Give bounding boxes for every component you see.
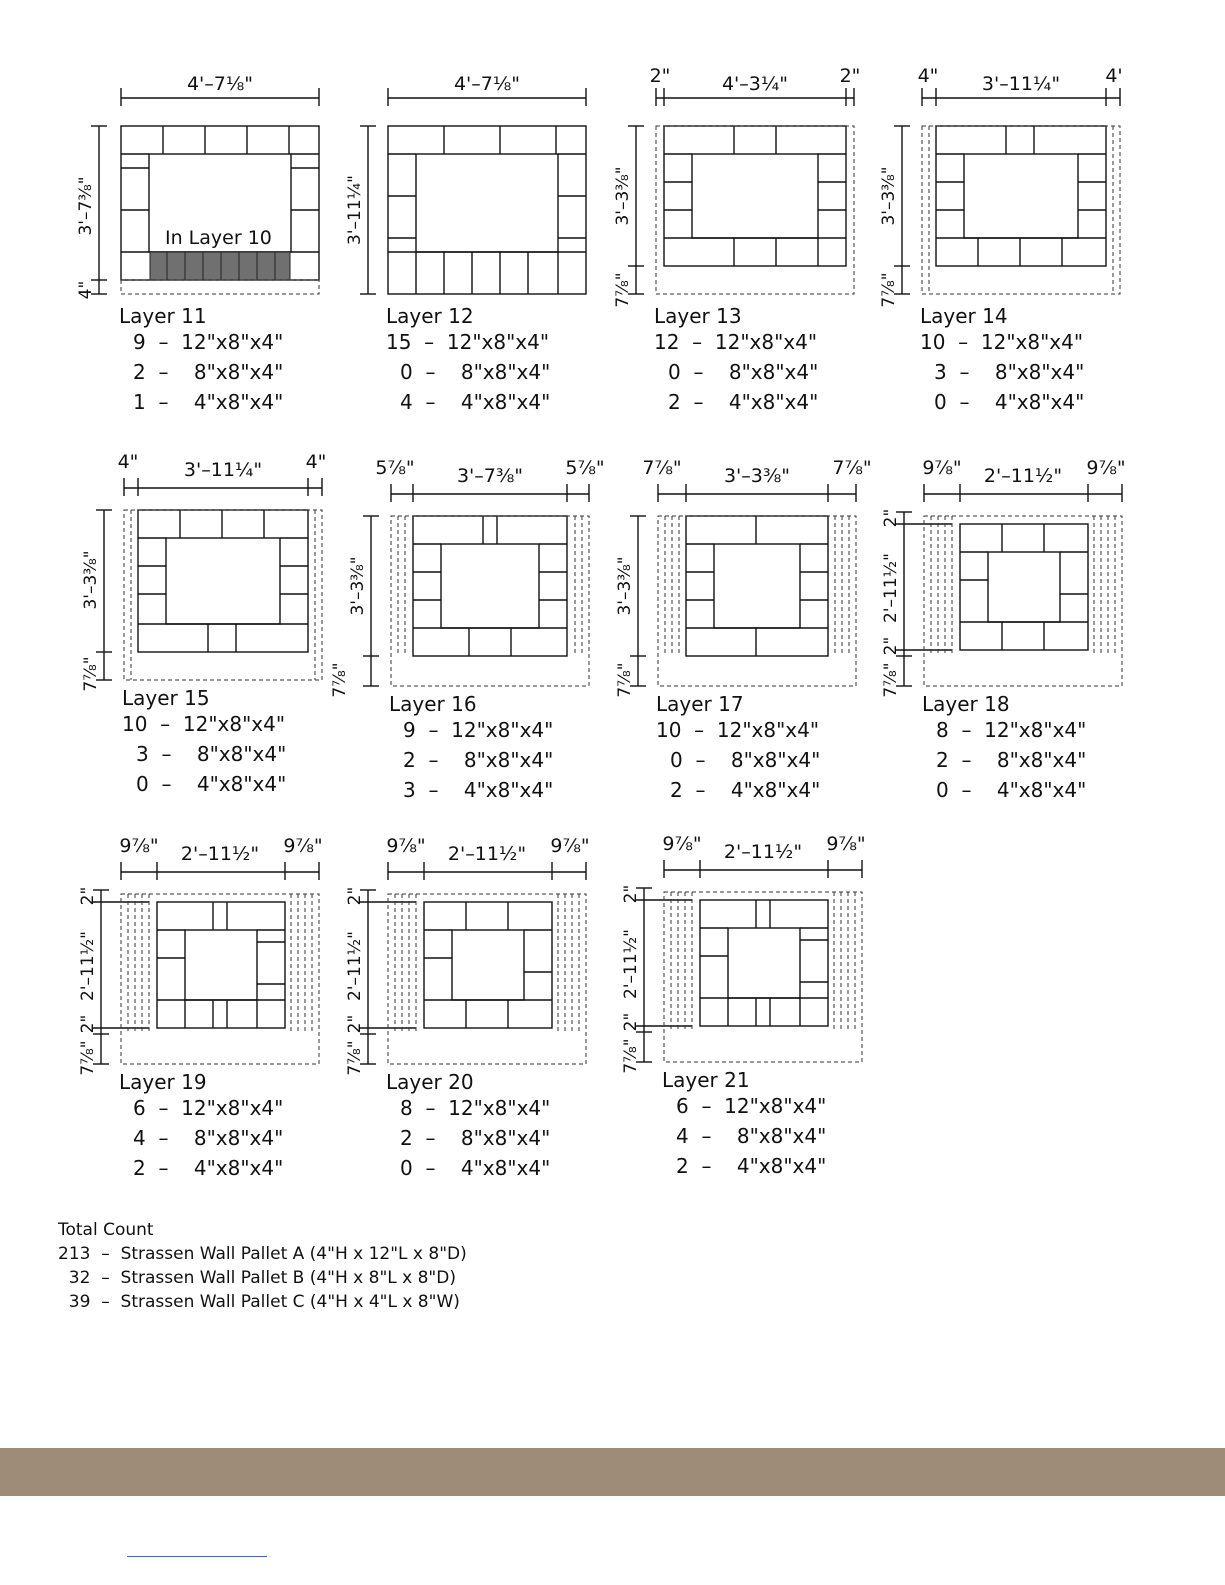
layer-20-top-dim: 2'–11½" xyxy=(447,843,527,865)
layer-13-side-dim: 3'–3⅜" xyxy=(613,166,633,226)
layer-18-side-small-dim: 7⅞" xyxy=(881,662,901,698)
layer-14-count-4in: 0 – 4"x8"x4" xyxy=(934,390,1085,414)
layer-13-side-small-dim: 7⅞" xyxy=(613,272,633,308)
layer-17-count-8in: 0 – 8"x8"x4" xyxy=(670,748,821,772)
layer-17-side-dim: 3'–3⅜" xyxy=(615,556,635,616)
layer-13-top-dim: 4'–3¼" xyxy=(721,73,789,95)
layer-21-top-dim: 2'–11½" xyxy=(723,841,803,863)
layer-17-drawing xyxy=(592,424,872,704)
layer-20-count-4in: 0 – 4"x8"x4" xyxy=(400,1156,551,1180)
layer-17-count-12in: 10 – 12"x8"x4" xyxy=(656,718,820,742)
layer-18-top-dim: 2'–11½" xyxy=(983,465,1063,487)
layer-17-top-right-dim: 7⅞" xyxy=(832,457,872,479)
layer-11-side-small-dim: 4" xyxy=(76,280,96,300)
layer-13-title: Layer 13 xyxy=(654,304,742,328)
layer-11-count-8in: 2 – 8"x8"x4" xyxy=(133,360,284,384)
layer-17-top-dim: 3'–3⅜" xyxy=(723,465,791,487)
layer-18-title: Layer 18 xyxy=(922,692,1010,716)
layer-12-drawing xyxy=(322,28,592,308)
layer-19-top-right-dim: 9⅞" xyxy=(283,835,323,857)
layer-11-drawing xyxy=(55,28,325,308)
layer-18-count-8in: 2 – 8"x8"x4" xyxy=(936,748,1087,772)
layer-20-panel xyxy=(322,802,592,1180)
layer-14-title: Layer 14 xyxy=(920,304,1008,328)
layer-21-count-4in: 2 – 4"x8"x4" xyxy=(676,1154,827,1178)
layer-14-label xyxy=(920,306,1180,422)
layer-13-top-left-dim: 2" xyxy=(649,65,671,87)
layer-14-top-dim: 3'–11¼" xyxy=(981,73,1061,95)
layer-19-title: Layer 19 xyxy=(119,1070,207,1094)
layer-12-title: Layer 12 xyxy=(386,304,474,328)
layer-18-count-12in: 8 – 12"x8"x4" xyxy=(936,718,1087,742)
total-count-pallet-a: 213 – Strassen Wall Pallet A (4"H x 12"L x 8"D) xyxy=(58,1244,467,1264)
layer-21-top-right-dim: 9⅞" xyxy=(826,833,866,855)
layer-19-side-bottom-dim: 2" xyxy=(78,1014,98,1034)
layer-20-side-bottom-dim: 2" xyxy=(345,1014,365,1034)
layer-18-side-bottom-dim: 2" xyxy=(881,636,901,656)
layer-20-side-dim: 2'–11½" xyxy=(345,931,365,1001)
layer-15-title: Layer 15 xyxy=(122,686,210,710)
layer-17-top-left-dim: 7⅞" xyxy=(642,457,682,479)
layer-21-drawing xyxy=(598,800,868,1080)
layer-19-top-dim: 2'–11½" xyxy=(180,843,260,865)
layer-16-title: Layer 16 xyxy=(389,692,477,716)
layer-12-top-dim: 4'–7⅛" xyxy=(453,73,521,95)
layer-15-count-8in: 3 – 8"x8"x4" xyxy=(136,742,287,766)
layer-18-top-left-dim: 9⅞" xyxy=(922,457,962,479)
layer-16-count-12in: 9 – 12"x8"x4" xyxy=(403,718,554,742)
footer-bar xyxy=(0,1448,1225,1496)
layer-14-side-dim: 3'–3⅜" xyxy=(879,166,899,226)
layer-11-top-dim: 4'–7⅛" xyxy=(186,73,254,95)
layer-18-label xyxy=(922,694,1182,810)
layer-20-count-8in: 2 – 8"x8"x4" xyxy=(400,1126,551,1150)
layer-14-side-small-dim: 7⅞" xyxy=(879,272,899,308)
layer-16-top-left-dim: 5⅞" xyxy=(375,457,415,479)
layer-15-panel xyxy=(58,418,328,796)
layer-15-count-12in: 10 – 12"x8"x4" xyxy=(122,712,286,736)
layer-21-label xyxy=(662,1070,922,1186)
layer-16-panel xyxy=(325,424,605,802)
layer-11-note: In Layer 10 xyxy=(165,227,272,249)
layer-18-top-right-dim: 9⅞" xyxy=(1086,457,1126,479)
total-count-title: Total Count xyxy=(58,1220,154,1240)
layer-11-panel xyxy=(55,28,325,414)
layer-15-top-right-dim: 4" xyxy=(305,451,327,473)
layer-21-side-bottom-dim: 2" xyxy=(621,1012,641,1032)
layer-21-panel xyxy=(598,800,868,1178)
layer-14-drawing xyxy=(856,28,1126,308)
layer-13-count-12in: 12 – 12"x8"x4" xyxy=(654,330,818,354)
total-count-pallet-b: 32 – Strassen Wall Pallet B (4"H x 8"L x 8"D) xyxy=(58,1268,456,1288)
layer-11-title: Layer 11 xyxy=(119,304,207,328)
layer-16-count-8in: 2 – 8"x8"x4" xyxy=(403,748,554,772)
layer-20-top-right-dim: 9⅞" xyxy=(550,835,590,857)
layer-13-count-8in: 0 – 8"x8"x4" xyxy=(668,360,819,384)
footer-link-underline[interactable] xyxy=(127,1556,267,1557)
layer-20-drawing xyxy=(322,802,592,1082)
layer-19-panel xyxy=(55,802,325,1180)
layer-13-top-right-dim: 2" xyxy=(839,65,861,87)
layer-18-panel xyxy=(858,424,1128,802)
layer-17-title: Layer 17 xyxy=(656,692,744,716)
layer-21-count-12in: 6 – 12"x8"x4" xyxy=(676,1094,827,1118)
layer-17-count-4in: 2 – 4"x8"x4" xyxy=(670,778,821,802)
layer-18-side-dim: 2'–11½" xyxy=(881,553,901,623)
layer-15-drawing xyxy=(58,418,328,698)
layer-20-top-left-dim: 9⅞" xyxy=(386,835,426,857)
layer-18-drawing xyxy=(858,424,1128,704)
layer-14-top-right-dim: 4' xyxy=(1105,65,1123,87)
layer-15-side-dim: 3'–3⅜" xyxy=(81,550,101,610)
layer-14-count-12in: 10 – 12"x8"x4" xyxy=(920,330,1084,354)
layer-20-count-12in: 8 – 12"x8"x4" xyxy=(400,1096,551,1120)
layer-12-panel xyxy=(322,28,592,414)
layer-15-side-small-dim: 7⅞" xyxy=(81,656,101,692)
layer-15-count-4in: 0 – 4"x8"x4" xyxy=(136,772,287,796)
layer-21-side-small-dim: 7⅞" xyxy=(621,1038,641,1074)
total-count-pallet-c: 39 – Strassen Wall Pallet C (4"H x 4"L x 8"W) xyxy=(58,1292,460,1312)
layer-13-drawing xyxy=(590,28,860,308)
layer-16-count-4in: 3 – 4"x8"x4" xyxy=(403,778,554,802)
layer-21-title: Layer 21 xyxy=(662,1068,750,1092)
layer-19-drawing xyxy=(55,802,325,1082)
layer-12-count-4in: 4 – 4"x8"x4" xyxy=(400,390,551,414)
layer-13-count-4in: 2 – 4"x8"x4" xyxy=(668,390,819,414)
layer-14-panel xyxy=(856,28,1126,414)
layer-12-count-8in: 0 – 8"x8"x4" xyxy=(400,360,551,384)
layer-12-count-12in: 15 – 12"x8"x4" xyxy=(386,330,550,354)
layer-11-side-dim: 3'–7⅜" xyxy=(76,176,96,236)
layer-20-title: Layer 20 xyxy=(386,1070,474,1094)
layer-20-side-top-dim: 2" xyxy=(345,886,365,906)
layer-12-side-dim: 3'–11¼" xyxy=(345,175,365,245)
layer-11-count-12in: 9 – 12"x8"x4" xyxy=(133,330,284,354)
layer-15-top-left-dim: 4" xyxy=(117,451,139,473)
layer-13-panel xyxy=(590,28,861,414)
layer-16-drawing xyxy=(325,424,605,704)
total-count-block xyxy=(58,1218,467,1314)
layer-21-top-left-dim: 9⅞" xyxy=(662,833,702,855)
layer-19-side-dim: 2'–11½" xyxy=(78,931,98,1001)
layer-19-top-left-dim: 9⅞" xyxy=(119,835,159,857)
layer-18-count-4in: 0 – 4"x8"x4" xyxy=(936,778,1087,802)
layer-15-top-dim: 3'–11¼" xyxy=(183,459,263,481)
layer-16-top-dim: 3'–7⅜" xyxy=(456,465,524,487)
layer-16-top-right-dim: 5⅞" xyxy=(565,457,605,479)
layer-21-side-dim: 2'–11½" xyxy=(621,929,641,999)
layer-21-side-top-dim: 2" xyxy=(621,884,641,904)
layer-14-top-left-dim: 4" xyxy=(917,65,939,87)
layer-21-count-8in: 4 – 8"x8"x4" xyxy=(676,1124,827,1148)
layer-11-count-4in: 1 – 4"x8"x4" xyxy=(133,390,284,414)
layer-19-count-8in: 4 – 8"x8"x4" xyxy=(133,1126,284,1150)
layer-20-side-small-dim: 7⅞" xyxy=(345,1040,365,1076)
layer-19-count-4in: 2 – 4"x8"x4" xyxy=(133,1156,284,1180)
layer-19-side-top-dim: 2" xyxy=(78,886,98,906)
layer-18-side-top-dim: 2" xyxy=(881,508,901,528)
layer-10-fill-hatch xyxy=(150,252,290,280)
layer-19-count-12in: 6 – 12"x8"x4" xyxy=(133,1096,284,1120)
layer-16-side-small-dim: 7⅞" xyxy=(330,662,350,698)
layer-19-side-small-dim: 7⅞" xyxy=(78,1040,98,1076)
layer-17-panel xyxy=(592,424,872,802)
layer-14-count-8in: 3 – 8"x8"x4" xyxy=(934,360,1085,384)
layer-17-side-small-dim: 7⅞" xyxy=(615,662,635,698)
layer-16-side-dim: 3'–3⅜" xyxy=(348,556,368,616)
